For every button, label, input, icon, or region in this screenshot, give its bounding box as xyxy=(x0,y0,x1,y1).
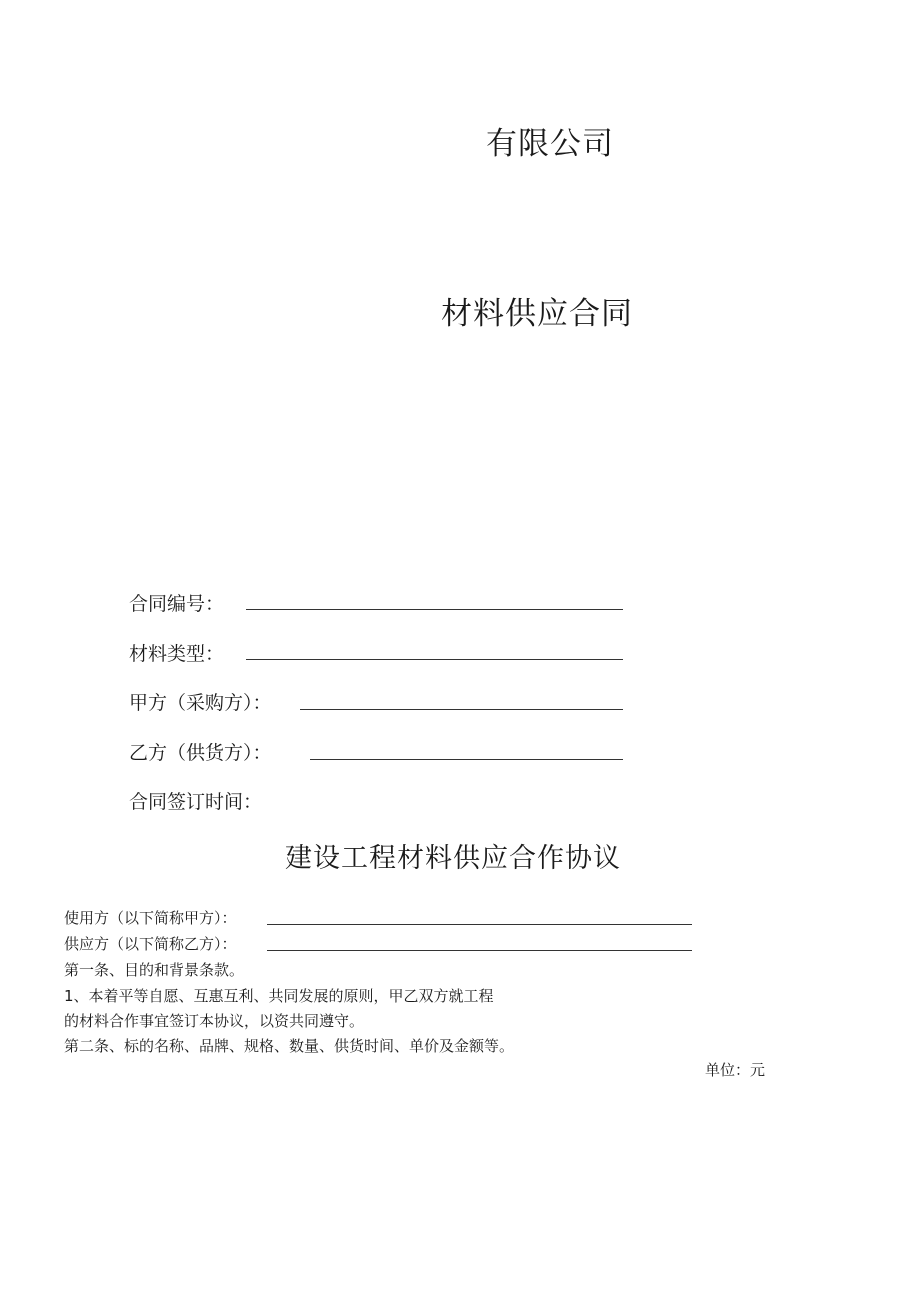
party-b-supplier-line xyxy=(310,759,623,760)
article1-title: 第一条、目的和背景条款。 xyxy=(64,961,245,979)
party-a-purchaser-label: 甲方（采购方）： xyxy=(129,692,272,714)
contract-number-label: 合同编号： xyxy=(129,593,225,615)
agreement-title: 建设工程材料供应合作协议 xyxy=(285,843,621,874)
supplier-party-label: 供应方（以下简称乙方）： xyxy=(64,935,237,953)
user-party-label: 使用方（以下简称甲方）： xyxy=(64,909,237,927)
user-party-line xyxy=(267,924,692,925)
supplier-party-line xyxy=(267,950,692,951)
material-type-line xyxy=(246,659,623,660)
party-b-supplier-label: 乙方（供货方）： xyxy=(129,742,272,764)
unit-label: 单位：元 xyxy=(705,1061,766,1079)
contract-title: 材料供应合同 xyxy=(441,296,633,332)
party-a-purchaser-line xyxy=(300,709,623,710)
article2-title: 第二条、标的名称、品牌、规格、数量、供货时间、单价及金额等。 xyxy=(64,1037,515,1055)
material-type-label: 材料类型： xyxy=(129,643,225,665)
article1-text-line1: 1、本着平等自愿、互惠互利、共同发展的原则，甲乙双方就工程 xyxy=(64,987,494,1005)
signing-date-label: 合同签订时间： xyxy=(129,791,263,813)
article1-text-line2: 的材料合作事宜签订本协议，以资共同遵守。 xyxy=(64,1012,365,1030)
company-name: 有限公司 xyxy=(486,126,614,162)
contract-number-line xyxy=(246,609,623,610)
